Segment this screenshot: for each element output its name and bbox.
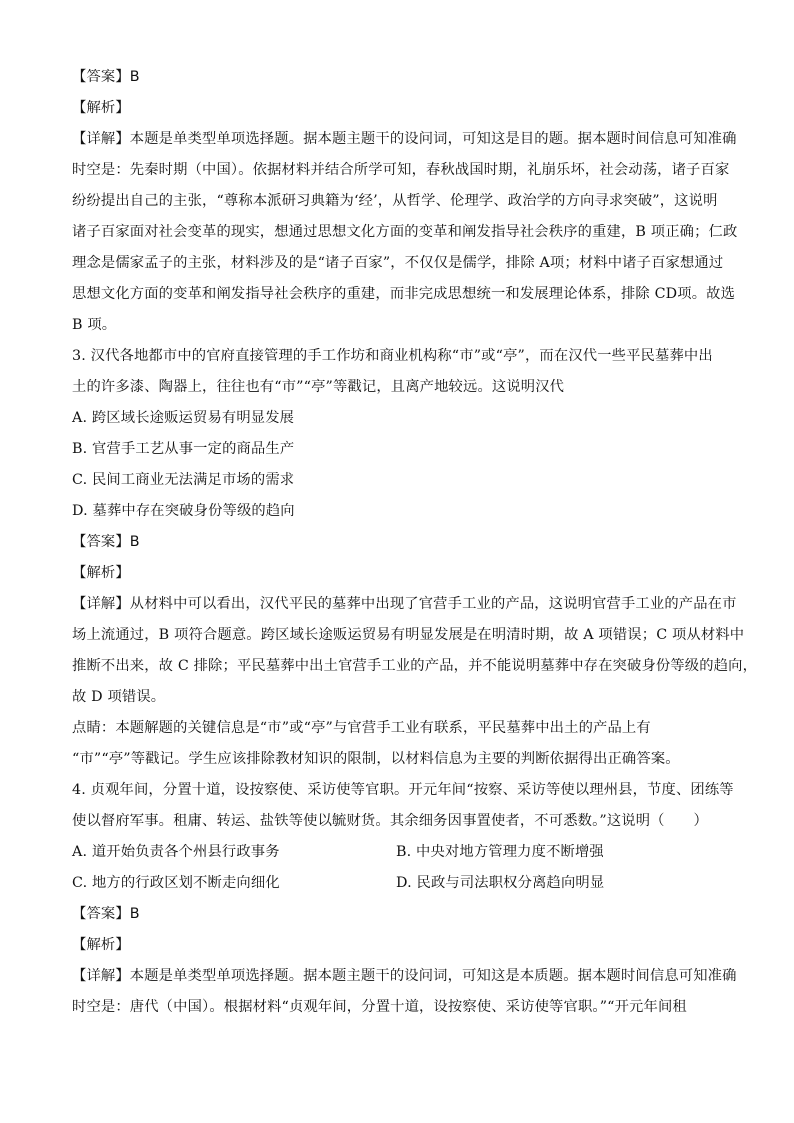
- text-line: 场上流通过，B 项符合题意。跨区域长途贩运贸易有明显发展是在明清时期，故 A 项错误；C 项从材料中: [72, 627, 745, 643]
- text-line: 【详解】从材料中可以看出，汉代平民的墓葬中出现了官营手工业的产品，这说明官营手工业的产品在市: [72, 596, 737, 612]
- document-page: [72, 62, 758, 1023]
- answer-label: 【答案】B: [72, 534, 140, 550]
- text-line: 诸子百家面对社会变革的现实，想通过思想文化方面的变革和阐发指导社会秩序的重建，B 项正确；仁政: [72, 224, 738, 240]
- question-stem: 使以督府军事。租庸、转运、盐铁等使以毓财货。其余细务因事置使者，不可悉数。”这说明（ ）: [72, 813, 708, 829]
- analysis-label: 【解析】: [72, 937, 130, 953]
- detail-paragraph: [72, 124, 738, 341]
- text-line: 时空是：先秦时期（中国）。依据材料并结合所学可知，春秋战国时期，礼崩乐坏，社会动荡，诸子百家: [72, 162, 730, 178]
- question-stem: 土的许多漆、陶器上，往往也有“市”“亭”等戳记，且离产地较远。这说明汉代: [72, 379, 565, 395]
- question-stem: 4. 贞观年间，分置十道，设按察使、采访使等官职。开元年间“按察、采访等使以理州县，节度、团练等: [72, 782, 734, 798]
- answer-label: 【答案】B: [72, 906, 140, 922]
- option-a: A. 跨区域长途贩运贸易有明显发展: [72, 410, 295, 426]
- text-line: 故 D 项错误。: [72, 689, 166, 705]
- text-line: B 项。: [72, 317, 117, 333]
- option-c: C. 地方的行政区划不断走向细化: [72, 875, 280, 891]
- question-stem: 3. 汉代各地都市中的官府直接管理的手工作坊和商业机构称“市”或“亭”，而在汉代一些平民墓葬中出: [72, 348, 713, 364]
- option-d: D. 民政与司法职权分离趋向明显: [396, 875, 605, 891]
- option-d: D. 墓葬中存在突破身份等级的趋向: [72, 503, 295, 519]
- text-line: 理念是儒家孟子的主张，材料涉及的是“诸子百家”，不仅仅是儒学，排除 A项；材料中诸子百家想通过: [72, 255, 724, 271]
- option-a: A. 道开始负责各个州县行政事务: [72, 844, 280, 860]
- text-line: 时空是：唐代（中国）。根据材料“贞观年间，分置十道，设按察使、采访使等官职。”“开元年间租: [72, 999, 687, 1015]
- answer-label: 【答案】B: [72, 69, 140, 85]
- analysis-label: 【解析】: [72, 100, 130, 116]
- question-4: [72, 775, 737, 1023]
- analysis-label: 【解析】: [72, 565, 130, 581]
- text-line: 推断不出来，故 C 排除；平民墓葬中出土官营手工业的产品，并不能说明墓葬中存在突破身份等级的趋向，: [72, 658, 758, 674]
- option-b: B. 中央对地方管理力度不断增强: [396, 844, 604, 860]
- option-b: B. 官营手工艺从事一定的商品生产: [72, 441, 295, 457]
- question-3: [72, 341, 758, 775]
- option-row: [72, 837, 728, 868]
- text-line: 思想文化方面的变革和阐发指导社会秩序的重建，而非完成思想统一和发展理论体系，排除 CD项。故选: [72, 286, 736, 302]
- tip-line: 点睛：本题解题的关键信息是“市”或“亭”与官营手工业有联系，平民墓葬中出土的产品上有: [72, 720, 651, 736]
- text-line: 纷纷提出自己的主张，“尊称本派研习典籍为‘经’，从哲学、伦理学、政治学的方向寻求突破”，这说明: [72, 193, 718, 209]
- tip-line: “市”“亭”等戳记。学生应该排除教材知识的限制，以材料信息为主要的判断依据得出正确答案。: [72, 751, 680, 767]
- option-row: [72, 868, 728, 899]
- option-c: C. 民间工商业无法满足市场的需求: [72, 472, 295, 488]
- text-line: 【详解】本题是单类型单项选择题。据本题主题干的设问词，可知这是本质题。据本题时间信息可知准确: [72, 968, 737, 984]
- text-line: 【详解】本题是单类型单项选择题。据本题主题干的设问词，可知这是目的题。据本题时间信息可知准确: [72, 131, 737, 147]
